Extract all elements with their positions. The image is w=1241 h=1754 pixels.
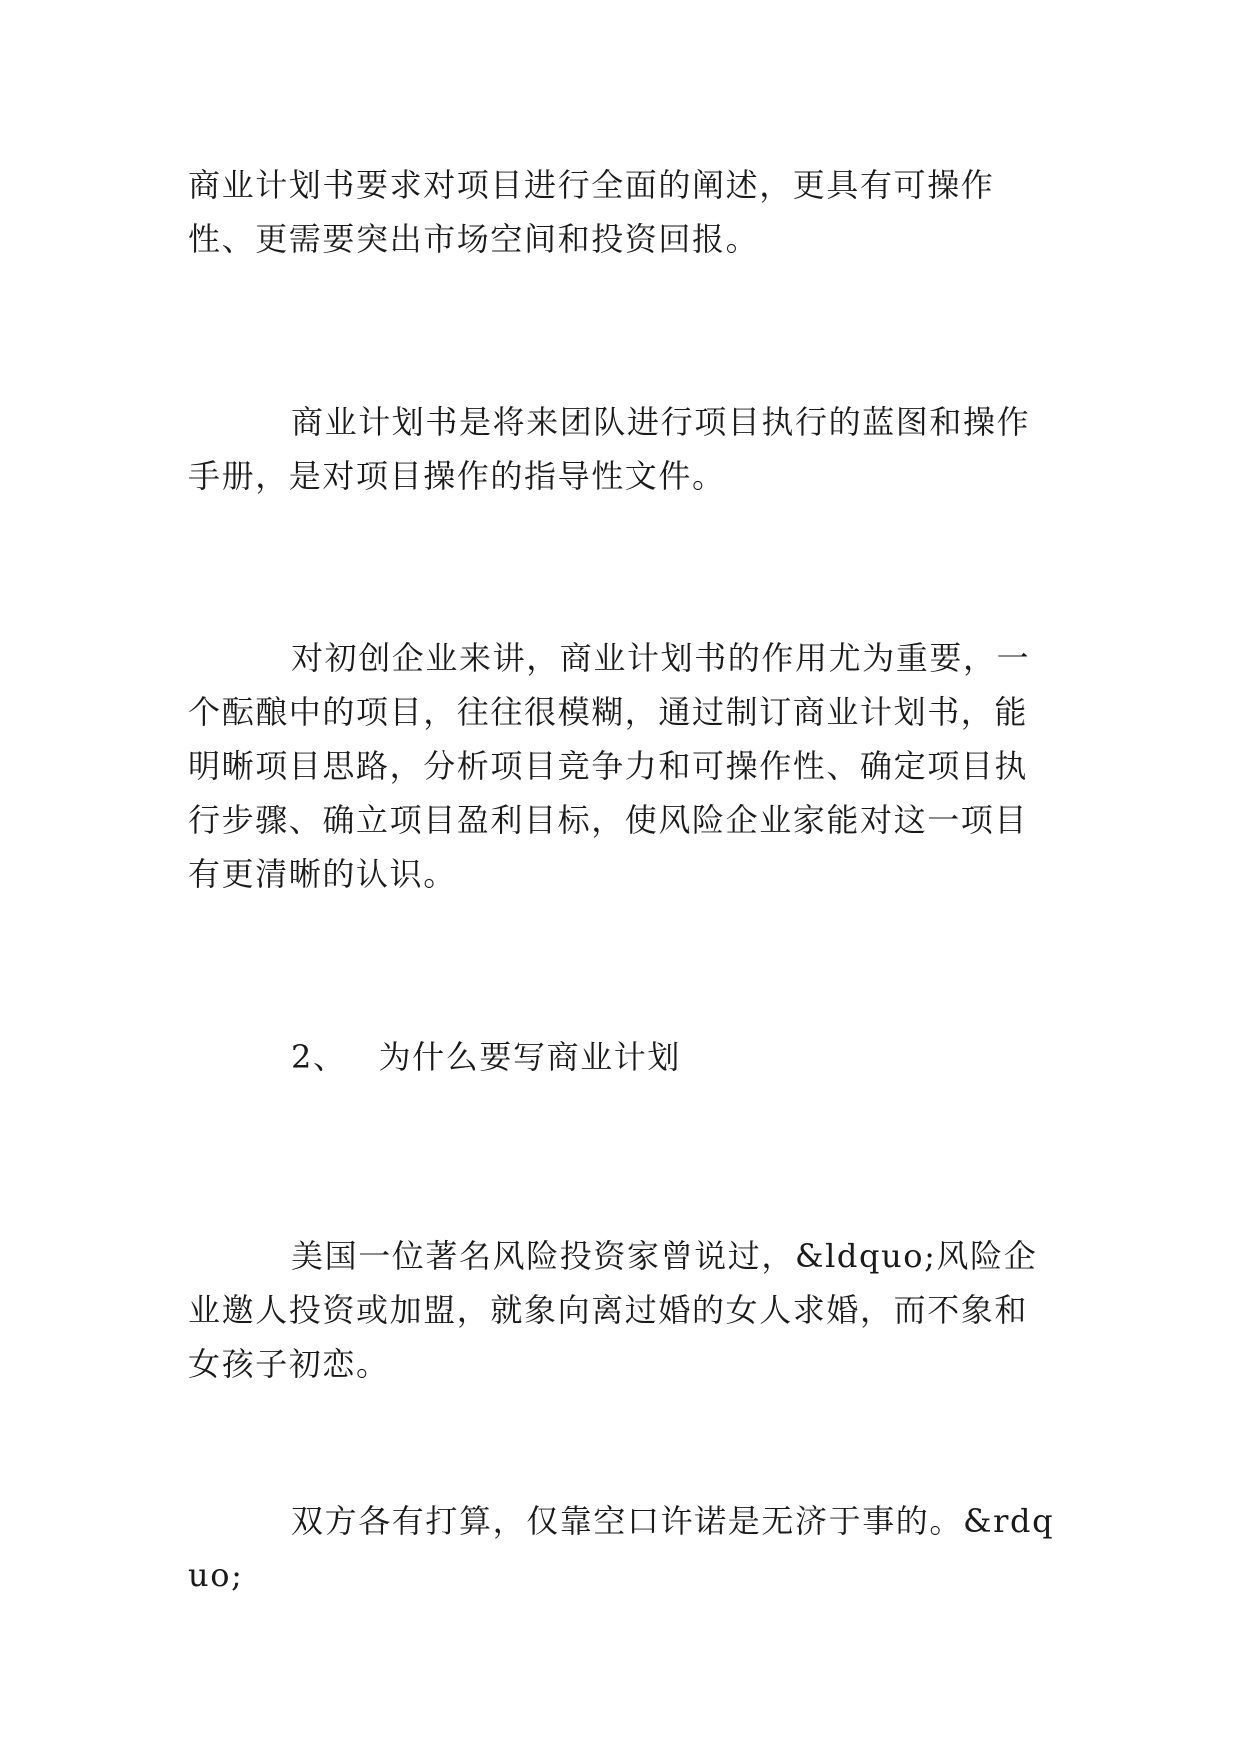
section-title: 为什么要写商业计划 <box>378 1038 681 1076</box>
paragraph-business-plan-blueprint: 商业计划书是将来团队进行项目执行的蓝图和操作手册，是对项目操作的指导性文件。 <box>188 403 1031 495</box>
paragraph-business-plan-requirements: 商业计划书要求对项目进行全面的阐述，更具有可操作性、更需要突出市场空间和投资回报。 <box>188 166 995 258</box>
section-number: 2、 <box>291 1038 347 1076</box>
paragraph-quote-ending: 双方各有打算，仅靠空口许诺是无济于事的。&rdquo; <box>188 1502 1055 1594</box>
section-heading <box>188 1030 1058 1084</box>
paragraph-investor-quote: 美国一位著名风险投资家曾说过，&ldquo;风险企业邀人投资或加盟，就象向离过婚的女人求婚，而不象和女孩子初恋。 <box>188 1237 1038 1383</box>
paragraph-startup-importance: 对初创企业来讲，商业计划书的作用尤为重要，一个酝酿中的项目，往往很模糊，通过制订商业计划书，能明晰项目思路，分析项目竞争力和可操作性、确定项目执行步骤、确立项目盈利目标，使风险企业家能对这一项目有更清晰的认识。 <box>188 639 1031 893</box>
